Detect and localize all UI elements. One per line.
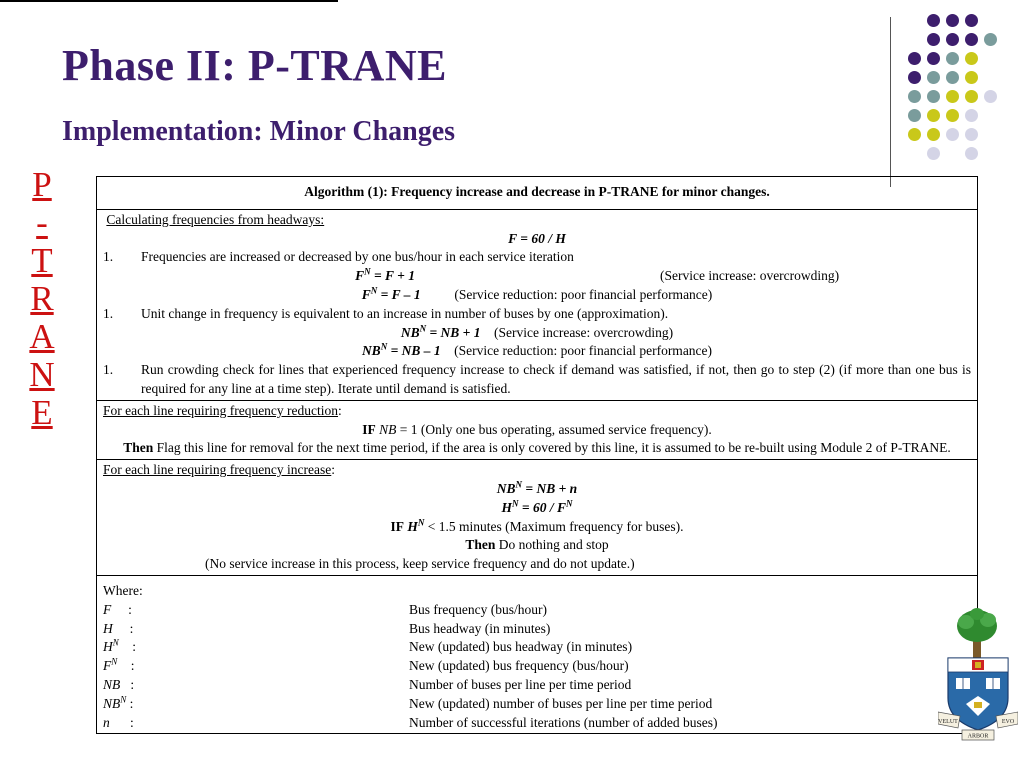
decorative-dot [927, 128, 940, 141]
slide-title: Phase II: P-TRANE [62, 41, 447, 90]
side-letter: E [31, 393, 53, 432]
decorative-dot [908, 90, 921, 103]
formula-nb-new: $NB^N$ = NB + n [496, 479, 578, 496]
formula-main: F = 60 / H [508, 230, 566, 246]
university-crest-logo [938, 606, 1018, 746]
list-item: 1. Frequencies are increased or decreased by one bus/hour in each service iteration [103, 249, 574, 265]
algorithm-table [96, 176, 978, 734]
if-condition: IF $H^N < 1.5$ minutes (Maximum frequency for buses). [390, 517, 684, 534]
formula-f-increase: $F^N = F + 1$ (Service increase: overcrowding) [355, 266, 840, 284]
definition-row: $NB^N$ : New (updated) number of buses per line per time period [103, 694, 713, 711]
side-letter: R [30, 279, 54, 318]
formula-nb-decrease: $NB^N$ = NB – 1 (Service reduction: poor financial performance) [361, 341, 713, 359]
decorative-dot [965, 71, 978, 84]
side-letter: P [32, 165, 52, 204]
decorative-dot [965, 52, 978, 65]
decorative-dot [908, 109, 921, 122]
decorative-dot [965, 14, 978, 27]
side-letter: - [36, 203, 48, 242]
decorative-dot-grid [908, 14, 1008, 164]
definition-row: F : Bus frequency (bus/hour) [103, 601, 547, 617]
then-action: Then Flag this line for removal for the next time period, if the area is only covered by this line, it is assumed to be re-built using Module 2 of P-TRANE. [123, 440, 951, 456]
if-condition: IF NB = 1 (Only one bus operating, assumed service frequency). [362, 421, 712, 437]
slide-subtitle: Implementation: Minor Changes [62, 116, 456, 147]
decorative-dot [927, 109, 940, 122]
banner-right-text: EVO [1001, 719, 1015, 725]
formula-nb-increase: $NB^N$ = NB + 1 (Service increase: overcrowding) [400, 323, 674, 340]
decorative-dot [927, 147, 940, 160]
decorative-dot [965, 90, 978, 103]
decorative-dot [946, 90, 959, 103]
section-frequency-reduction [97, 400, 977, 459]
section-heading: Where: [103, 582, 143, 598]
decorative-dot [946, 33, 959, 46]
definition-row: $H^N$ : New (updated) bus headway (in minutes) [103, 637, 633, 655]
decorative-dot [927, 14, 940, 27]
vertical-rule [890, 17, 891, 187]
section-heading: For each line requiring frequency reduction: [103, 402, 342, 418]
banner-left-text: VELUT [938, 719, 958, 725]
decorative-dot [927, 90, 940, 103]
formula-f-decrease: $F^N = F - 1$ (Service reduction: poor financial performance) [361, 285, 713, 302]
vertical-side-label [22, 166, 62, 432]
section-heading: Calculating frequencies from headways: [106, 211, 325, 227]
decorative-dot [908, 52, 921, 65]
decorative-dot [965, 109, 978, 122]
decorative-dot [946, 109, 959, 122]
decorative-dot [946, 128, 959, 141]
decorative-dot [927, 33, 940, 46]
no-increase-note: (No service increase in this process, keep service frequency and do not update.) [205, 556, 635, 572]
section-frequency-increase [97, 459, 977, 575]
side-letter: A [29, 317, 55, 356]
formula-h-new: $H^N = 60 / F^N$ [501, 498, 573, 515]
definition-row: n : Number of successful iterations (number of added buses) [103, 714, 718, 730]
side-letter: N [29, 355, 55, 394]
definition-list [103, 601, 971, 733]
decorative-dot [965, 33, 978, 46]
decorative-dot [946, 71, 959, 84]
decorative-dot [908, 128, 921, 141]
definition-row: NB : Number of buses per line per time period [103, 676, 632, 692]
section-heading: For each line requiring frequency increase: [103, 462, 336, 478]
decorative-dot [984, 90, 997, 103]
decorative-dot [908, 71, 921, 84]
then-action: Then Do nothing and stop [465, 537, 609, 553]
decorative-dot [965, 128, 978, 141]
decorative-dot [927, 71, 940, 84]
banner-bottom-text: ARBOR [967, 733, 989, 740]
list-item: 1. Unit change in frequency is equivalent to an increase in number of buses by one (approximation). [103, 305, 669, 321]
decorative-dot [965, 147, 978, 160]
decorative-dot [927, 52, 940, 65]
section-definitions [97, 575, 977, 733]
side-letter: T [31, 241, 53, 280]
section-headway-frequency [97, 209, 977, 400]
decorative-dot [946, 52, 959, 65]
top-rule [0, 0, 338, 2]
definition-row: H : Bus headway (in minutes) [103, 620, 551, 636]
decorative-dot [984, 33, 997, 46]
decorative-dot [946, 14, 959, 27]
list-item: 1. Run crowding check for lines that experienced frequency increase to check if demand was satisfied, if not, then go to step (2) (if more than one bus is required for any line at a time step). Iterate until demand is satisfied. [103, 362, 971, 396]
algorithm-header: Algorithm (1): Frequency increase and decrease in P-TRANE for minor changes. [304, 184, 770, 199]
definition-row: $F^N$ : New (updated) bus frequency (bus/hour) [103, 656, 629, 674]
